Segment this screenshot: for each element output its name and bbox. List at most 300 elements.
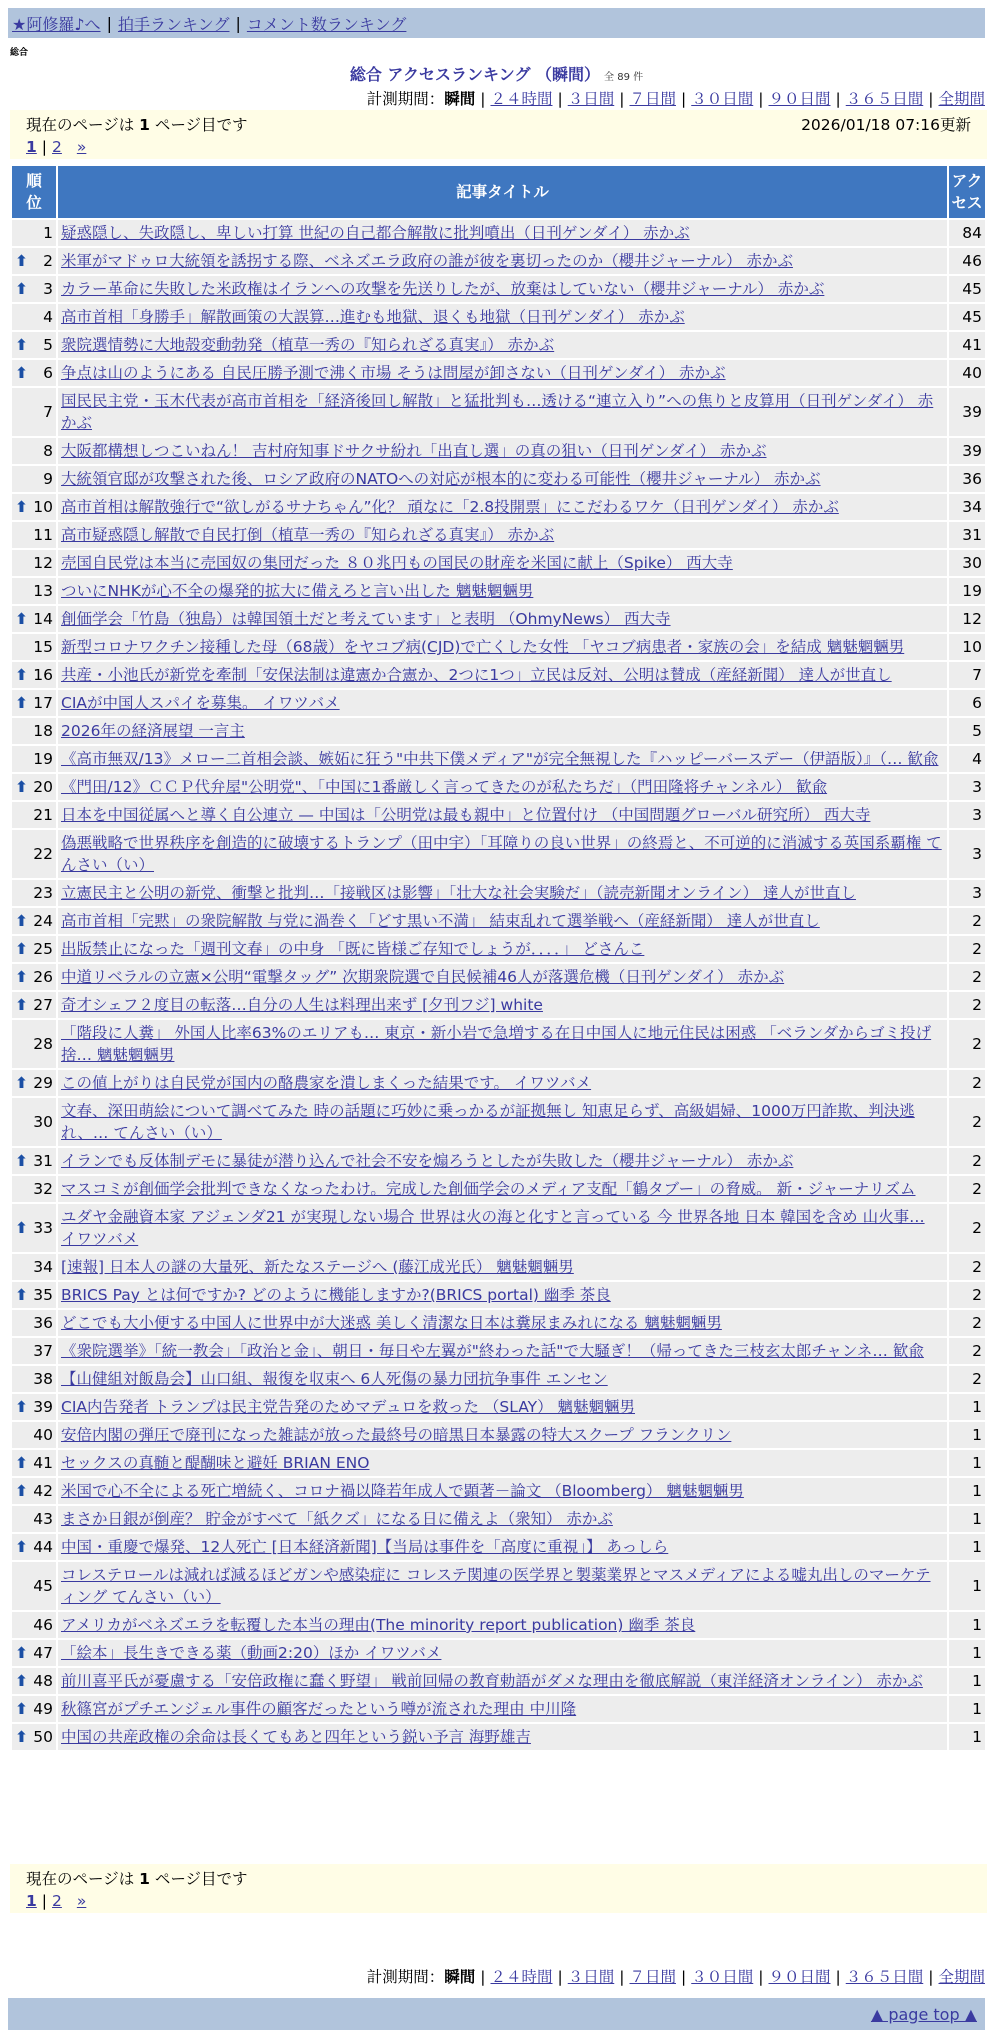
title-column-header: 記事タイトル [58,166,947,218]
table-row [12,494,985,520]
article-link[interactable]: CIA内告発者 トランプは民主党告発のためマデュロを救った （SLAY） 魑魅魍魎男 [61,1398,636,1416]
period-option-link[interactable]: ９０日間 [768,90,831,108]
rank-number: 13 [33,582,53,600]
period-separator: | [928,90,934,108]
article-link[interactable]: セックスの真髄と醍醐味と避妊 BRIAN ENO [61,1454,370,1472]
title-cell [58,304,947,330]
rank-cell [12,1478,56,1504]
rank-up-arrow-icon: ⬆ [15,336,28,354]
title-cell [58,1640,947,1666]
rank-up-arrow-icon: ⬆ [15,498,28,516]
access-count: 2 [949,1204,985,1252]
rank-number: 12 [33,554,53,572]
table-row [12,1148,985,1174]
table-row [12,690,985,716]
table-row [12,1394,985,1420]
table-row [12,1422,985,1448]
title-cell [58,690,947,716]
period-option-link[interactable]: ３０日間 [691,90,754,108]
pager-space [67,1892,72,1910]
total-count: 全 89 件 [604,72,644,83]
title-cell [58,1506,947,1532]
table-row [12,304,985,330]
title-cell [58,1612,947,1638]
rank-cell [12,1148,56,1174]
page-link[interactable]: 1 [26,138,37,156]
article-link[interactable]: コレステロールは減れば減るほどガンや感染症に コレステ関連の医学界と製薬業界とマスメディアによる嘘丸出しのマーケティング てんさい（い） [61,1566,931,1606]
access-count: 84 [949,220,985,246]
rank-up-arrow-icon: ⬆ [15,1152,28,1170]
clap-ranking-link[interactable]: 拍手ランキング [117,14,230,34]
title-cell [58,606,947,632]
access-count: 1 [949,1640,985,1666]
rank-up-arrow-icon: ⬆ [15,968,28,986]
updated-timestamp: 2026/01/18 07:16更新 [801,116,971,134]
table-row [12,746,985,772]
title-cell [58,1696,947,1722]
article-link[interactable]: マスコミが創価学会批判できなくなったわけ。完成した創価学会のメディア支配「鶴タブー」の脅威。 新・ジャーナリズム [61,1180,916,1198]
title-cell [58,774,947,800]
table-row [12,908,985,934]
table-row [12,466,985,492]
period-separator: | [619,90,625,108]
table-row [12,1640,985,1666]
page-title [0,62,993,85]
rank-up-arrow-icon: ⬆ [15,364,28,382]
rank-cell [12,690,56,716]
period-separator: | [928,1968,934,1986]
period-separator: | [758,1968,764,1986]
rank-number: 35 [33,1286,53,1304]
title-cell [58,1338,947,1364]
rank-number: 27 [33,996,53,1014]
table-row [12,220,985,246]
article-link[interactable]: アメリカがベネズエラを転覆した本当の理由(The minority report publication) 幽季 茶良 [61,1616,696,1634]
rank-number: 49 [33,1700,53,1718]
period-option-link[interactable]: ７日間 [629,90,676,108]
rank-cell [12,992,56,1018]
rank-up-arrow-icon: ⬆ [15,1398,28,1416]
table-row [12,1478,985,1504]
article-link[interactable]: カラー革命に失敗した米政権はイランへの攻撃を先送りしたが、放棄はしていない（櫻井ジャーナル） 赤かぶ [61,280,825,298]
period-separator: | [619,1968,625,1986]
article-link[interactable]: 創価学会「竹島（独島）は韓国領土だと考えています」と表明 （OhmyNews） 西大寺 [61,610,671,628]
rank-number: 23 [33,884,53,902]
rank-number: 6 [43,364,53,382]
article-link[interactable]: ついにNHKが心不全の爆発的拡大に備えろと言い出した 魑魅魍魎男 [61,582,534,600]
article-link[interactable]: [速報] 日本人の謎の大量死、新たなステージへ (藤江成光氏） 魑魅魍魎男 [61,1258,574,1276]
access-count: 31 [949,522,985,548]
pager-space [67,138,72,156]
period-option-link[interactable]: ９０日間 [768,1968,831,1986]
article-link[interactable]: 中国の共産政権の余命は長くてもあと四年という鋭い予言 海野雄吉 [61,1728,531,1746]
rank-number: 2 [43,252,53,270]
rank-cell [12,1506,56,1532]
page-link[interactable]: 2 [52,138,62,156]
period-option-link[interactable]: 全期間 [938,1968,985,1986]
title-cell [58,1534,947,1560]
article-link[interactable]: まさか日銀が倒産？ 貯金がすべて「紙クズ」になる日に備えよ（衆知） 赤かぶ [61,1510,613,1528]
access-count: 3 [949,880,985,906]
table-row [12,1098,985,1146]
rank-number: 32 [33,1180,53,1198]
article-link[interactable]: 文春、深田萌絵について調べてみた 時の話題に巧妙に乗っかるが証拠無し 知恵足らず、高級娼婦、1000万円詐欺、判決逃れ、… てんさい（い） [61,1102,915,1142]
rank-number: 11 [33,526,53,544]
access-count: 1 [949,1422,985,1448]
pagination-top [26,138,971,156]
home-link[interactable]: ★阿修羅♪へ [12,14,101,34]
rank-up-arrow-icon: ⬆ [15,666,28,684]
rank-up-arrow-icon: ⬆ [15,1454,28,1472]
rank-number: 47 [33,1644,53,1662]
page-link[interactable]: 2 [52,1892,62,1910]
article-link[interactable]: 立憲民主と公明の新党、衝撃と批判…「接戦区は影響」「壮大な社会実験だ」（読売新聞オンライン） 達人が世直し [61,884,856,902]
next-page-link[interactable]: » [76,1892,87,1910]
access-count: 2 [949,908,985,934]
table-row [12,936,985,962]
top-nav-bar [8,8,985,38]
article-link[interactable]: 日本を中国従属へと導く自公連立 — 中国は「公明党は最も親中」と位置付け （中国問題グローバル研究所） 西大寺 [61,806,871,824]
title-cell [58,438,947,464]
article-link[interactable]: 前川喜平氏が憂慮する「安倍政権に蠢く野望」 戦前回帰の教育勅語がダメな理由を徹底解説（東洋経済オンライン） 赤かぶ [61,1672,923,1690]
article-link[interactable]: 争点は山のようにある 自民圧勝予測で沸く市場 そうは問屋が卸さない（日刊ゲンダイ） 赤かぶ [61,364,726,382]
rank-number: 17 [33,694,53,712]
page-top-link[interactable]: ▲ page top ▲ [870,2004,977,2024]
article-link[interactable]: 中道リベラルの立憲×公明“電撃タッグ” 次期衆院選で自民候補46人が落選危機（日刊ゲンダイ） 赤かぶ [61,968,785,986]
article-link[interactable]: 「絵本」長生きできる薬（動画2:20）ほか イワツバメ [61,1644,442,1662]
rank-cell [12,1668,56,1694]
rank-up-arrow-icon: ⬆ [15,996,28,1014]
article-link[interactable]: 偽悪戦略で世界秩序を創造的に破壊するトランプ（田中宇）「耳障りの良い世界」の終焉と、不可逆的に消滅する英国系覇権 てんさい（い） [61,834,942,874]
period-option-link[interactable]: 全期間 [938,90,985,108]
table-header-row [12,166,985,218]
rank-number: 30 [33,1113,53,1131]
rank-up-arrow-icon: ⬆ [15,1728,28,1746]
rank-number: 7 [43,403,53,421]
period-separator: | [681,90,687,108]
article-link[interactable]: どこでも大小便する中国人に世界中が大迷惑 美しく清潔な日本は糞尿まみれになる 魑魅魍魎男 [61,1314,722,1332]
rank-up-arrow-icon: ⬆ [15,912,28,930]
rank-cell [12,936,56,962]
table-row [12,1070,985,1096]
period-option-link[interactable]: ２４時間 [490,90,553,108]
rank-cell [12,1282,56,1308]
access-count: 45 [949,304,985,330]
rank-number: 16 [33,666,53,684]
article-link[interactable]: 安倍内閣の弾圧で廃刊になった雑誌が放った最終号の暗黒日本暴露の特大スクープ フランクリン [61,1426,732,1444]
rank-cell [12,1562,56,1610]
rank-up-arrow-icon: ⬆ [15,778,28,796]
rank-number: 1 [43,224,53,242]
period-option-link[interactable]: ３６５日間 [845,90,924,108]
rank-cell [12,606,56,632]
rank-number: 46 [33,1616,53,1634]
next-page-link[interactable]: » [76,138,87,156]
article-link[interactable]: 高市首相は解散強行で“欲しがるサナちゃん”化？ 頑なに「2.8投開票」にこだわるワケ（日刊ゲンダイ） 赤かぶ [61,498,839,516]
access-count: 39 [949,388,985,436]
rank-number: 19 [33,750,53,768]
access-count: 45 [949,276,985,302]
article-link[interactable]: 米軍がマドゥロ大統領を誘拐する際、ベネズエラ政府の誰が彼を裏切ったのか（櫻井ジャーナル） 赤かぶ [61,252,793,270]
access-count: 1 [949,1612,985,1638]
table-row [12,438,985,464]
period-separator: | [681,1968,687,1986]
access-count: 2 [949,1020,985,1068]
article-link[interactable]: 【山健組対飯島会】山口組、報復を収束へ 6人死傷の暴力団抗争事件 エンセン [61,1370,608,1388]
rank-up-arrow-icon: ⬆ [15,1286,28,1304]
rank-number: 37 [33,1342,53,1360]
rank-cell [12,908,56,934]
title-cell [58,1282,947,1308]
rank-up-arrow-icon: ⬆ [15,1074,28,1092]
table-row [12,992,985,1018]
rank-up-arrow-icon: ⬆ [15,1219,28,1237]
access-count: 34 [949,494,985,520]
title-cell [58,1450,947,1476]
table-row [12,718,985,744]
rank-number: 36 [33,1314,53,1332]
period-separator: | [835,90,841,108]
article-link[interactable]: 「階段に人糞」 外国人比率63%のエリアも… 東京・新小岩で急増する在日中国人に地元住民は困惑 「ベランダからゴミ投げ捨… 魑魅魍魎男 [61,1024,932,1064]
title-cell [58,1148,947,1174]
rank-cell [12,1366,56,1392]
period-label: 計測期間： [366,1968,445,1986]
table-row [12,1310,985,1336]
period-separator: | [480,1968,486,1986]
rank-cell [12,1450,56,1476]
access-count: 40 [949,360,985,386]
rank-cell [12,1070,56,1096]
rank-cell [12,1338,56,1364]
article-link[interactable]: BRICS Pay とは何ですか? どのように機能しますか?(BRICS portal) 幽季 茶良 [61,1286,611,1304]
page-info-bottom [10,1864,987,1913]
comment-ranking-link[interactable]: コメント数ランキング [246,14,407,34]
rank-number: 39 [33,1398,53,1416]
ranking-table-body [12,220,985,1750]
title-cell [58,746,947,772]
article-link[interactable]: 奇才シェフ２度目の転落…自分の人生は料理出来ず [夕刊フジ] white [61,996,543,1014]
access-count: 7 [949,662,985,688]
access-count: 2 [949,992,985,1018]
rank-cell [12,550,56,576]
access-count: 39 [949,438,985,464]
table-row [12,550,985,576]
table-row [12,1020,985,1068]
article-link[interactable]: 売国自民党は本当に売国奴の集団だった ８０兆円もの国民の財産を米国に献上（Spike） 西大寺 [61,554,733,572]
table-row [12,388,985,436]
access-count: 3 [949,830,985,878]
article-link[interactable]: ユダヤ金融資本家 アジェンダ21 が実現しない場合 世界は火の海と化すと言っている 今 世界各地 日本 韓国を含め 山火事… イワツバメ [61,1208,925,1248]
table-row [12,1338,985,1364]
article-link[interactable]: 衆院選情勢に大地殻変動勃発（植草一秀の『知られざる真実』） 赤かぶ [61,336,555,354]
period-separator: | [557,1968,563,1986]
article-link[interactable]: 共産・小池氏が新党を牽制「安保法制は違憲か合憲か、2つに1つ」立民は反対、公明は賛成（産経新聞） 達人が世直し [61,666,892,684]
access-count: 2 [949,1282,985,1308]
article-link[interactable]: この値上がりは自民党が国内の酪農家を潰しまくった結果です。 イワツバメ [61,1074,592,1092]
rank-cell [12,1422,56,1448]
rank-up-arrow-icon: ⬆ [15,1538,28,1556]
rank-cell [12,774,56,800]
access-count: 2 [949,1098,985,1146]
rank-number: 20 [33,778,53,796]
period-current: 瞬間 [444,1968,476,1986]
page-link[interactable]: 1 [26,1892,37,1910]
rank-number: 29 [33,1074,53,1092]
table-row [12,1366,985,1392]
nav-separator: | [106,13,112,33]
count-column-header: アクセス [949,166,985,218]
access-count: 41 [949,332,985,358]
article-link[interactable]: 秋篠宮がプチエンジェル事件の顧客だったという噂が流された理由 中川隆 [61,1700,577,1718]
period-option-link[interactable]: ３０日間 [691,1968,754,1986]
rank-number: 33 [33,1219,53,1237]
access-count: 1 [949,1562,985,1610]
category-label: 総合 [10,48,29,58]
access-count: 1 [949,1668,985,1694]
title-cell [58,1254,947,1280]
rank-number: 28 [33,1035,53,1053]
rank-up-arrow-icon: ⬆ [15,940,28,958]
table-row [12,1724,985,1750]
rank-cell [12,1696,56,1722]
table-row [12,1204,985,1252]
rank-cell [12,1176,56,1202]
rank-cell [12,634,56,660]
rank-number: 5 [43,336,53,354]
period-option-link[interactable]: ３６５日間 [845,1968,924,1986]
table-row [12,1562,985,1610]
title-cell [58,964,947,990]
article-link[interactable]: 米国で心不全による死亡増続く、コロナ禍以降若年成人で顕著－論文 （Bloomberg） 魑魅魍魎男 [61,1482,744,1500]
table-row [12,1254,985,1280]
page-info-top [10,110,987,159]
rank-number: 14 [33,610,53,628]
pager-separator: | [41,138,48,156]
article-link[interactable]: イランでも反体制デモに暴徒が潜り込んで社会不安を煽ろうとしたが失敗した（櫻井ジャーナル） 赤かぶ [61,1152,794,1170]
period-option-link[interactable]: ３日間 [567,90,615,108]
page-title-text: 総合 アクセスランキング （瞬間） [349,65,601,84]
access-count: 12 [949,606,985,632]
title-cell [58,494,947,520]
rank-up-arrow-icon: ⬆ [15,1700,28,1718]
article-link[interactable]: 大阪都構想しつこいねん！ 吉村府知事ドサクサ紛れ「出直し選」の真の狙い（日刊ゲンダイ） 赤かぶ [61,442,767,460]
rank-number: 40 [33,1426,53,1444]
rank-number: 8 [43,442,53,460]
rank-cell [12,802,56,828]
table-row [12,964,985,990]
period-option-link[interactable]: ７日間 [629,1968,676,1986]
rank-number: 22 [33,845,53,863]
rank-cell [12,1254,56,1280]
title-cell [58,992,947,1018]
rank-number: 42 [33,1482,53,1500]
article-link[interactable]: 中国・重慶で爆発、12人死亡 [日本経済新聞]【当局は事件を「高度に重視」】 あっしら [61,1538,669,1556]
rank-number: 10 [33,498,53,516]
rank-cell [12,360,56,386]
rank-cell [12,1534,56,1560]
rank-number: 38 [33,1370,53,1388]
article-link[interactable]: 高市首相「身勝手」解散画策の大誤算…進むも地獄、退くも地獄（日刊ゲンダイ） 赤かぶ [61,308,685,326]
rank-cell [12,830,56,878]
rank-cell [12,1310,56,1336]
article-link[interactable]: 高市首相「完黙」の衆院解散 与党に渦巻く「どす黒い不満」 結束乱れて選挙戦へ（産経新聞） 達人が世直し [61,912,820,930]
article-link[interactable]: 疑惑隠し、失政隠し、卑しい打算 世紀の自己都合解散に批判噴出（日刊ゲンダイ） 赤かぶ [61,224,690,242]
article-link[interactable]: 2026年の経済展望 一言主 [61,722,245,740]
rank-up-arrow-icon: ⬆ [15,610,28,628]
title-cell [58,802,947,828]
rank-cell [12,746,56,772]
title-cell [58,936,947,962]
table-row [12,880,985,906]
rank-number: 44 [33,1538,53,1556]
article-link[interactable]: 出版禁止になった「週刊文春」の中身 「既に皆様ご存知でしょうが．．．．」 どさんこ [61,940,645,958]
access-count: 10 [949,634,985,660]
article-link[interactable]: 大統領官邸が攻撃された後、ロシア政府のNATOへの対応が根本的に変わる可能性（櫻井ジャーナル） 赤かぶ [61,470,821,488]
period-separator: | [557,90,563,108]
article-link[interactable]: 《高市無双/13》メロー二首相会談、嫉妬に狂う"中共下僕メディア"が完全無視した『ハッピーバースデー（伊語版）』（… 歓兪 [61,750,939,768]
rank-number: 43 [33,1510,53,1528]
pagination-bottom [26,1892,971,1910]
rank-number: 34 [33,1258,53,1276]
period-option-link[interactable]: ２４時間 [490,1968,553,1986]
rank-number: 24 [33,912,53,930]
period-current: 瞬間 [444,90,476,108]
rank-up-arrow-icon: ⬆ [15,252,28,270]
rank-number: 15 [33,638,53,656]
article-link[interactable]: 高市疑惑隠し解散で自民打倒（植草一秀の『知られざる真実』） 赤かぶ [61,526,555,544]
current-page-text: 現在のページは 1 ページ目です [26,1870,248,1888]
article-link[interactable]: CIAが中国人スパイを募集。 イワツバメ [61,694,340,712]
title-cell [58,522,947,548]
access-count: 1 [949,1534,985,1560]
access-count: 19 [949,578,985,604]
access-count: 1 [949,1696,985,1722]
rank-number: 26 [33,968,53,986]
period-selector-top [367,87,985,109]
title-cell [58,1422,947,1448]
rank-number: 31 [33,1152,53,1170]
table-row [12,578,985,604]
table-row [12,1282,985,1308]
rank-number: 25 [33,940,53,958]
rank-cell [12,438,56,464]
rank-number: 3 [43,280,53,298]
rank-up-arrow-icon: ⬆ [15,694,28,712]
article-link[interactable]: 《門田/12》ＣＣＰ代弁屋"公明党"、「中国に1番厳しく言ってきたのが私たちだ」（門田隆将チャンネル） 歓兪 [61,778,828,796]
title-cell [58,1562,947,1610]
access-count: 2 [949,1310,985,1336]
rank-cell [12,1724,56,1750]
rank-number: 48 [33,1672,53,1690]
title-cell [58,880,947,906]
article-link[interactable]: 国民民主党・玉木代表が高市首相を「経済後回し解散」と猛批判も…透ける“連立入り”への焦りと皮算用（日刊ゲンダイ） 赤かぶ [61,392,934,432]
access-count: 5 [949,718,985,744]
access-count: 2 [949,1070,985,1096]
article-link[interactable]: 新型コロナワクチン接種した母（68歳）をヤコブ病(CJD)で亡くした女性 「ヤコブ病患者・家族の会」を結成 魑魅魍魎男 [61,638,905,656]
article-link[interactable]: 《衆院選挙》「統一教会」「政治と金」、朝日・毎日や左翼が"終わった話"で大騒ぎ！（帰ってきた三枝玄太郎チャンネ… 歓兪 [61,1342,924,1360]
rank-cell [12,248,56,274]
title-cell [58,1098,947,1146]
rank-cell [12,718,56,744]
title-cell [58,830,947,878]
access-count: 2 [949,1366,985,1392]
rank-number: 45 [33,1577,53,1595]
period-option-link[interactable]: ３日間 [567,1968,615,1986]
table-row [12,360,985,386]
table-row [12,1506,985,1532]
rank-cell [12,494,56,520]
rank-cell [12,1612,56,1638]
